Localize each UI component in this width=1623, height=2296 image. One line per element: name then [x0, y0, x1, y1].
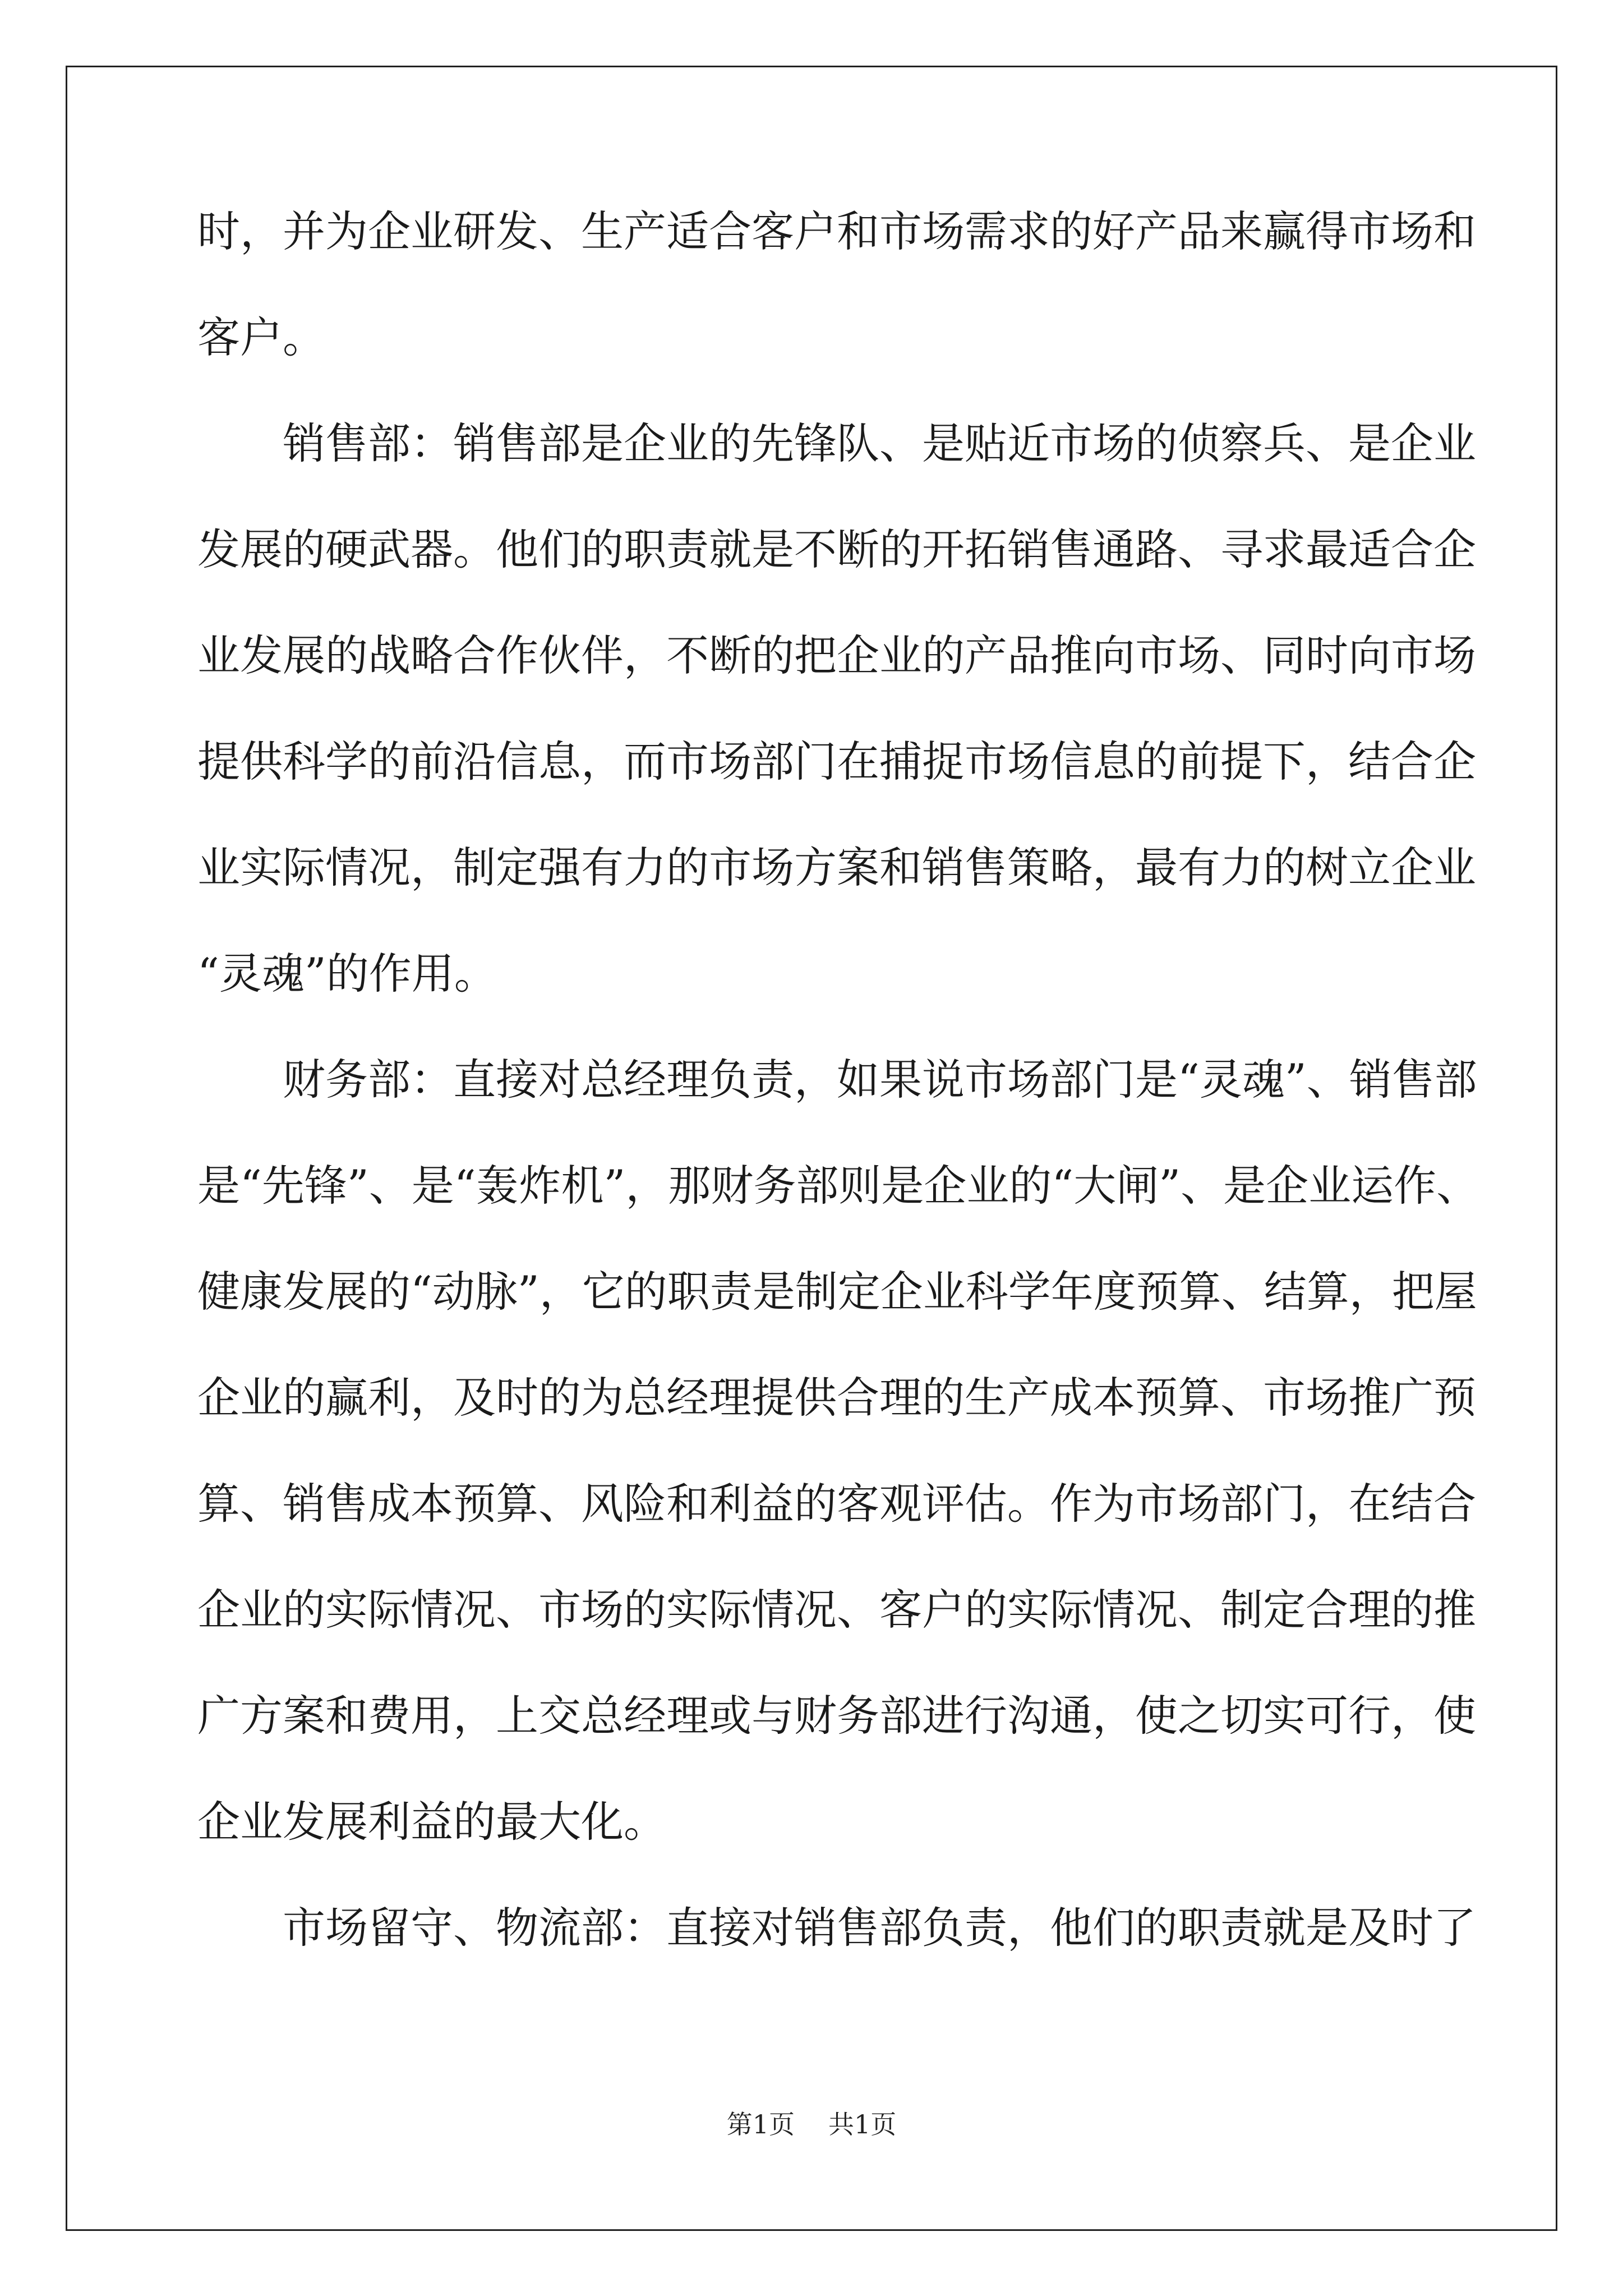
text-line: 业发展的战略合作伙伴，不断的把企业的产品推向市场、同时向市场 — [197, 631, 1476, 680]
text-line: 财务部：直接对总经理负责，如果说市场部门是“灵魂”、销售部 — [283, 1055, 1477, 1105]
text-line: 销售部：销售部是企业的先锋队、是贴近市场的侦察兵、是企业 — [283, 418, 1476, 468]
page-number: 第1页 — [726, 2109, 795, 2139]
text-line: 业实际情况，制定强有力的市场方案和销售策略，最有力的树立企业 — [197, 843, 1476, 892]
text-line: 算、销售成本预算、风险和利益的客观评估。作为市场部门，在结合 — [197, 1479, 1476, 1529]
text-line: 企业的实际情况、市场的实际情况、客户的实际情况、制定合理的推 — [197, 1585, 1476, 1635]
text-line: “灵魂”的作用。 — [197, 949, 497, 999]
text-line: 健康发展的“动脉”，它的职责是制定企业科学年度预算、结算，把屋 — [197, 1267, 1477, 1317]
text-line: 企业的赢利，及时的为总经理提供合理的生产成本预算、市场推广预 — [197, 1373, 1476, 1423]
text-line: 企业发展利益的最大化。 — [197, 1797, 666, 1847]
page-total: 共1页 — [828, 2109, 897, 2139]
document-body — [197, 206, 1479, 2013]
text-line: 广方案和费用，上交总经理或与财务部进行沟通，使之切实可行，使 — [197, 1691, 1476, 1741]
text-line: 客户。 — [197, 312, 325, 362]
text-line: 是“先锋”、是“轰炸机”，那财务部则是企业的“大闸”、是企业运作、 — [197, 1161, 1479, 1211]
text-line: 市场留守、物流部：直接对销售部负责，他们的职责就是及时了 — [283, 1903, 1476, 1953]
text-line: 提供科学的前沿信息，而市场部门在捕捉市场信息的前提下，结合企 — [197, 737, 1476, 786]
page-footer — [0, 2110, 1623, 2138]
text-line: 发展的硬武器。他们的职责就是不断的开拓销售通路、寻求最适合企 — [197, 524, 1476, 574]
text-line: 时，并为企业研发、生产适合客户和市场需求的好产品来赢得市场和 — [197, 206, 1476, 256]
